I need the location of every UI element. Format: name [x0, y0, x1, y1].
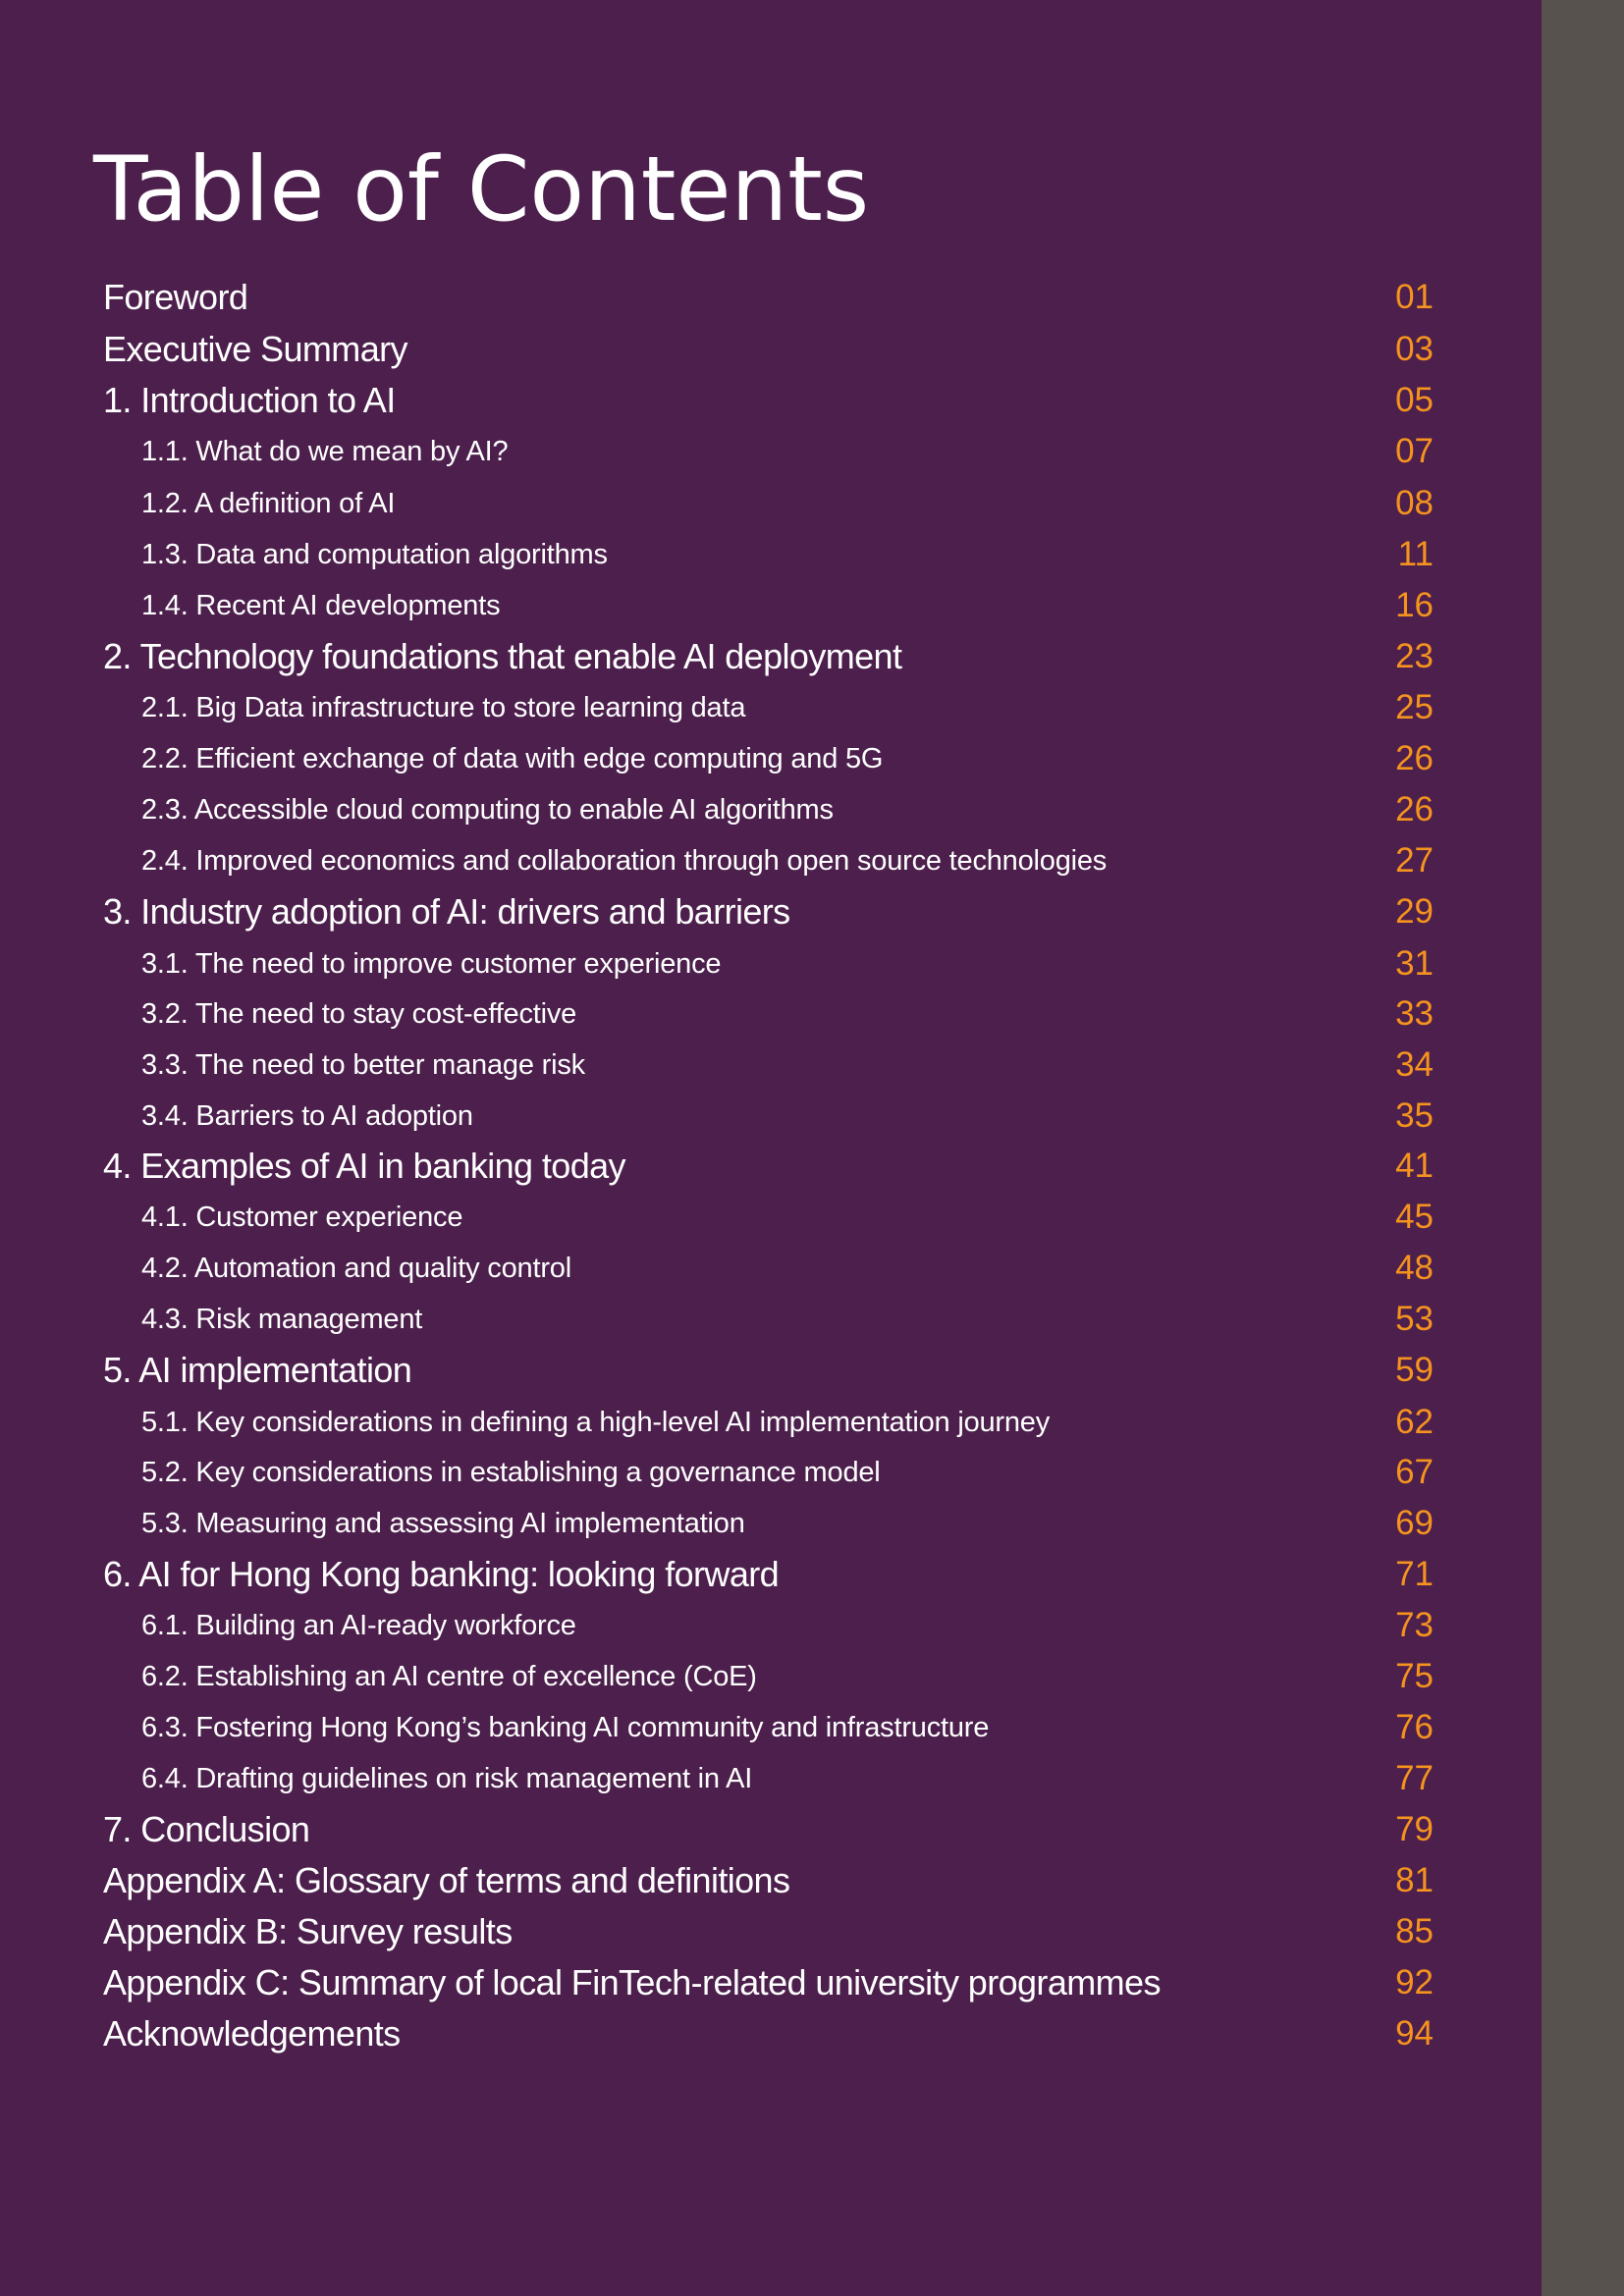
toc-entry-page-number: 03 — [1395, 330, 1434, 368]
toc-entry-page-number: 75 — [1395, 1657, 1434, 1695]
toc-entry-page-number: 08 — [1395, 484, 1434, 522]
toc-section-entry[interactable] — [0, 1912, 1542, 1951]
side-bar — [1542, 0, 1624, 2296]
toc-entry-label: 4.1. Customer experience — [141, 1201, 463, 1233]
toc-subsection-entry[interactable] — [0, 739, 1542, 778]
toc-entry-page-number: 23 — [1395, 637, 1434, 675]
toc-entry-label: 2. Technology foundations that enable AI deployment — [103, 636, 902, 676]
toc-entry-label: Foreword — [103, 277, 248, 317]
toc-subsection-entry[interactable] — [0, 1708, 1542, 1747]
toc-subsection-entry[interactable] — [0, 535, 1542, 574]
toc-entry-label: 3.2. The need to stay cost-effective — [141, 998, 577, 1030]
toc-entry-page-number: 48 — [1395, 1249, 1434, 1287]
toc-entry-label: 1.2. A definition of AI — [141, 488, 396, 519]
toc-entry-page-number: 11 — [1397, 535, 1434, 573]
toc-entry-label: 3.4. Barriers to AI adoption — [141, 1100, 473, 1132]
page-title: Table of Contents — [93, 138, 870, 241]
toc-subsection-entry[interactable] — [0, 1504, 1542, 1543]
toc-section-entry[interactable] — [0, 278, 1542, 317]
toc-subsection-entry[interactable] — [0, 688, 1542, 727]
toc-section-entry[interactable] — [0, 2014, 1542, 2054]
toc-section-entry[interactable] — [0, 892, 1542, 932]
toc-entry-label: 3.1. The need to improve customer experience — [141, 948, 722, 980]
toc-subsection-entry[interactable] — [0, 1096, 1542, 1136]
toc-subsection-entry[interactable] — [0, 994, 1542, 1034]
toc-entry-page-number: 05 — [1395, 381, 1434, 419]
toc-entry-page-number: 35 — [1395, 1096, 1434, 1135]
toc-entry-page-number: 16 — [1395, 586, 1434, 624]
toc-entry-page-number: 01 — [1395, 278, 1434, 316]
toc-entry-label: 3.3. The need to better manage risk — [141, 1049, 585, 1081]
toc-subsection-entry[interactable] — [0, 1657, 1542, 1696]
toc-entry-page-number: 45 — [1395, 1198, 1434, 1236]
toc-entry-page-number: 33 — [1395, 994, 1434, 1033]
toc-entry-label: 2.1. Big Data infrastructure to store learning data — [141, 692, 746, 723]
toc-subsection-entry[interactable] — [0, 1249, 1542, 1288]
toc-entry-page-number: 94 — [1395, 2014, 1434, 2053]
toc-entry-page-number: 27 — [1395, 841, 1434, 880]
toc-entry-page-number: 73 — [1395, 1606, 1434, 1644]
toc-entry-page-number: 79 — [1395, 1810, 1434, 1848]
toc-entry-page-number: 53 — [1395, 1300, 1434, 1338]
toc-entry-label: 6.3. Fostering Hong Kong’s banking AI community and infrastructure — [141, 1712, 990, 1743]
toc-section-entry[interactable] — [0, 1810, 1542, 1849]
toc-entry-page-number: 25 — [1395, 688, 1434, 726]
toc-subsection-entry[interactable] — [0, 1300, 1542, 1339]
toc-entry-page-number: 69 — [1395, 1504, 1434, 1542]
toc-entry-label: Acknowledgements — [103, 2013, 401, 2054]
toc-subsection-entry[interactable] — [0, 432, 1542, 471]
toc-section-entry[interactable] — [0, 1351, 1542, 1390]
toc-subsection-entry[interactable] — [0, 1453, 1542, 1492]
toc-entry-label: 5.1. Key considerations in defining a high-level AI implementation journey — [141, 1407, 1051, 1438]
toc-section-entry[interactable] — [0, 1555, 1542, 1594]
toc-entry-page-number: 59 — [1395, 1351, 1434, 1389]
toc-entry-label: 2.2. Efficient exchange of data with edge computing and 5G — [141, 743, 884, 774]
toc-entry-page-number: 67 — [1395, 1453, 1434, 1491]
toc-section-entry[interactable] — [0, 1861, 1542, 1900]
toc-section-entry[interactable] — [0, 1147, 1542, 1186]
toc-entry-label: 5.3. Measuring and assessing AI implementation — [141, 1508, 745, 1539]
toc-entry-label: 2.3. Accessible cloud computing to enable AI algorithms — [141, 794, 834, 826]
toc-entry-label: Appendix B: Survey results — [103, 1911, 513, 1951]
toc-entry-page-number: 62 — [1395, 1403, 1434, 1441]
toc-entry-page-number: 41 — [1395, 1147, 1434, 1185]
toc-entry-label: 1.3. Data and computation algorithms — [141, 539, 608, 570]
toc-entry-page-number: 26 — [1395, 739, 1434, 777]
toc-entry-page-number: 81 — [1395, 1861, 1434, 1899]
toc-entry-label: 4. Examples of AI in banking today — [103, 1146, 625, 1186]
toc-entry-page-number: 26 — [1395, 790, 1434, 828]
toc-entry-label: Appendix A: Glossary of terms and definitions — [103, 1860, 790, 1900]
toc-subsection-entry[interactable] — [0, 586, 1542, 625]
toc-section-entry[interactable] — [0, 637, 1542, 676]
toc-entry-page-number: 29 — [1395, 892, 1434, 931]
toc-section-entry[interactable] — [0, 1963, 1542, 2002]
toc-subsection-entry[interactable] — [0, 790, 1542, 829]
toc-entry-label: 2.4. Improved economics and collaboration through open source technologies — [141, 845, 1108, 877]
toc-section-entry[interactable] — [0, 330, 1542, 369]
toc-subsection-entry[interactable] — [0, 484, 1542, 523]
toc-entry-label: 1.4. Recent AI developments — [141, 590, 501, 621]
toc-section-entry[interactable] — [0, 381, 1542, 420]
toc-entry-page-number: 34 — [1395, 1045, 1434, 1084]
toc-entry-label: Appendix C: Summary of local FinTech-related university programmes — [103, 1962, 1161, 2002]
toc-entry-label: 6.4. Drafting guidelines on risk management in AI — [141, 1763, 753, 1794]
toc-entry-label: 3. Industry adoption of AI: drivers and barriers — [103, 891, 790, 932]
toc-entry-label: 6.2. Establishing an AI centre of excellence (CoE) — [141, 1661, 757, 1692]
toc-entry-label: Executive Summary — [103, 329, 407, 369]
toc-subsection-entry[interactable] — [0, 1606, 1542, 1645]
toc-entry-label: 4.2. Automation and quality control — [141, 1253, 571, 1284]
toc-subsection-entry[interactable] — [0, 1759, 1542, 1798]
toc-entry-label: 1. Introduction to AI — [103, 380, 396, 420]
toc-entry-label: 6. AI for Hong Kong banking: looking forward — [103, 1554, 780, 1594]
toc-entry-page-number: 76 — [1395, 1708, 1434, 1746]
toc-entry-label: 4.3. Risk management — [141, 1304, 423, 1335]
toc-subsection-entry[interactable] — [0, 1045, 1542, 1085]
toc-entry-label: 5. AI implementation — [103, 1350, 412, 1390]
toc-entry-page-number: 07 — [1395, 432, 1434, 470]
toc-entry-label: 1.1. What do we mean by AI? — [141, 436, 509, 467]
toc-entry-page-number: 31 — [1395, 944, 1434, 983]
toc-subsection-entry[interactable] — [0, 1403, 1542, 1442]
toc-entry-label: 7. Conclusion — [103, 1809, 310, 1849]
toc-entry-page-number: 92 — [1395, 1963, 1434, 2002]
toc-entry-page-number: 85 — [1395, 1912, 1434, 1950]
toc-entry-page-number: 77 — [1395, 1759, 1434, 1797]
toc-entry-label: 5.2. Key considerations in establishing a governance model — [141, 1457, 881, 1488]
toc-subsection-entry[interactable] — [0, 1198, 1542, 1237]
toc-entry-page-number: 71 — [1395, 1555, 1434, 1593]
toc-subsection-entry[interactable] — [0, 944, 1542, 984]
toc-entry-label: 6.1. Building an AI-ready workforce — [141, 1610, 576, 1641]
toc-subsection-entry[interactable] — [0, 841, 1542, 881]
